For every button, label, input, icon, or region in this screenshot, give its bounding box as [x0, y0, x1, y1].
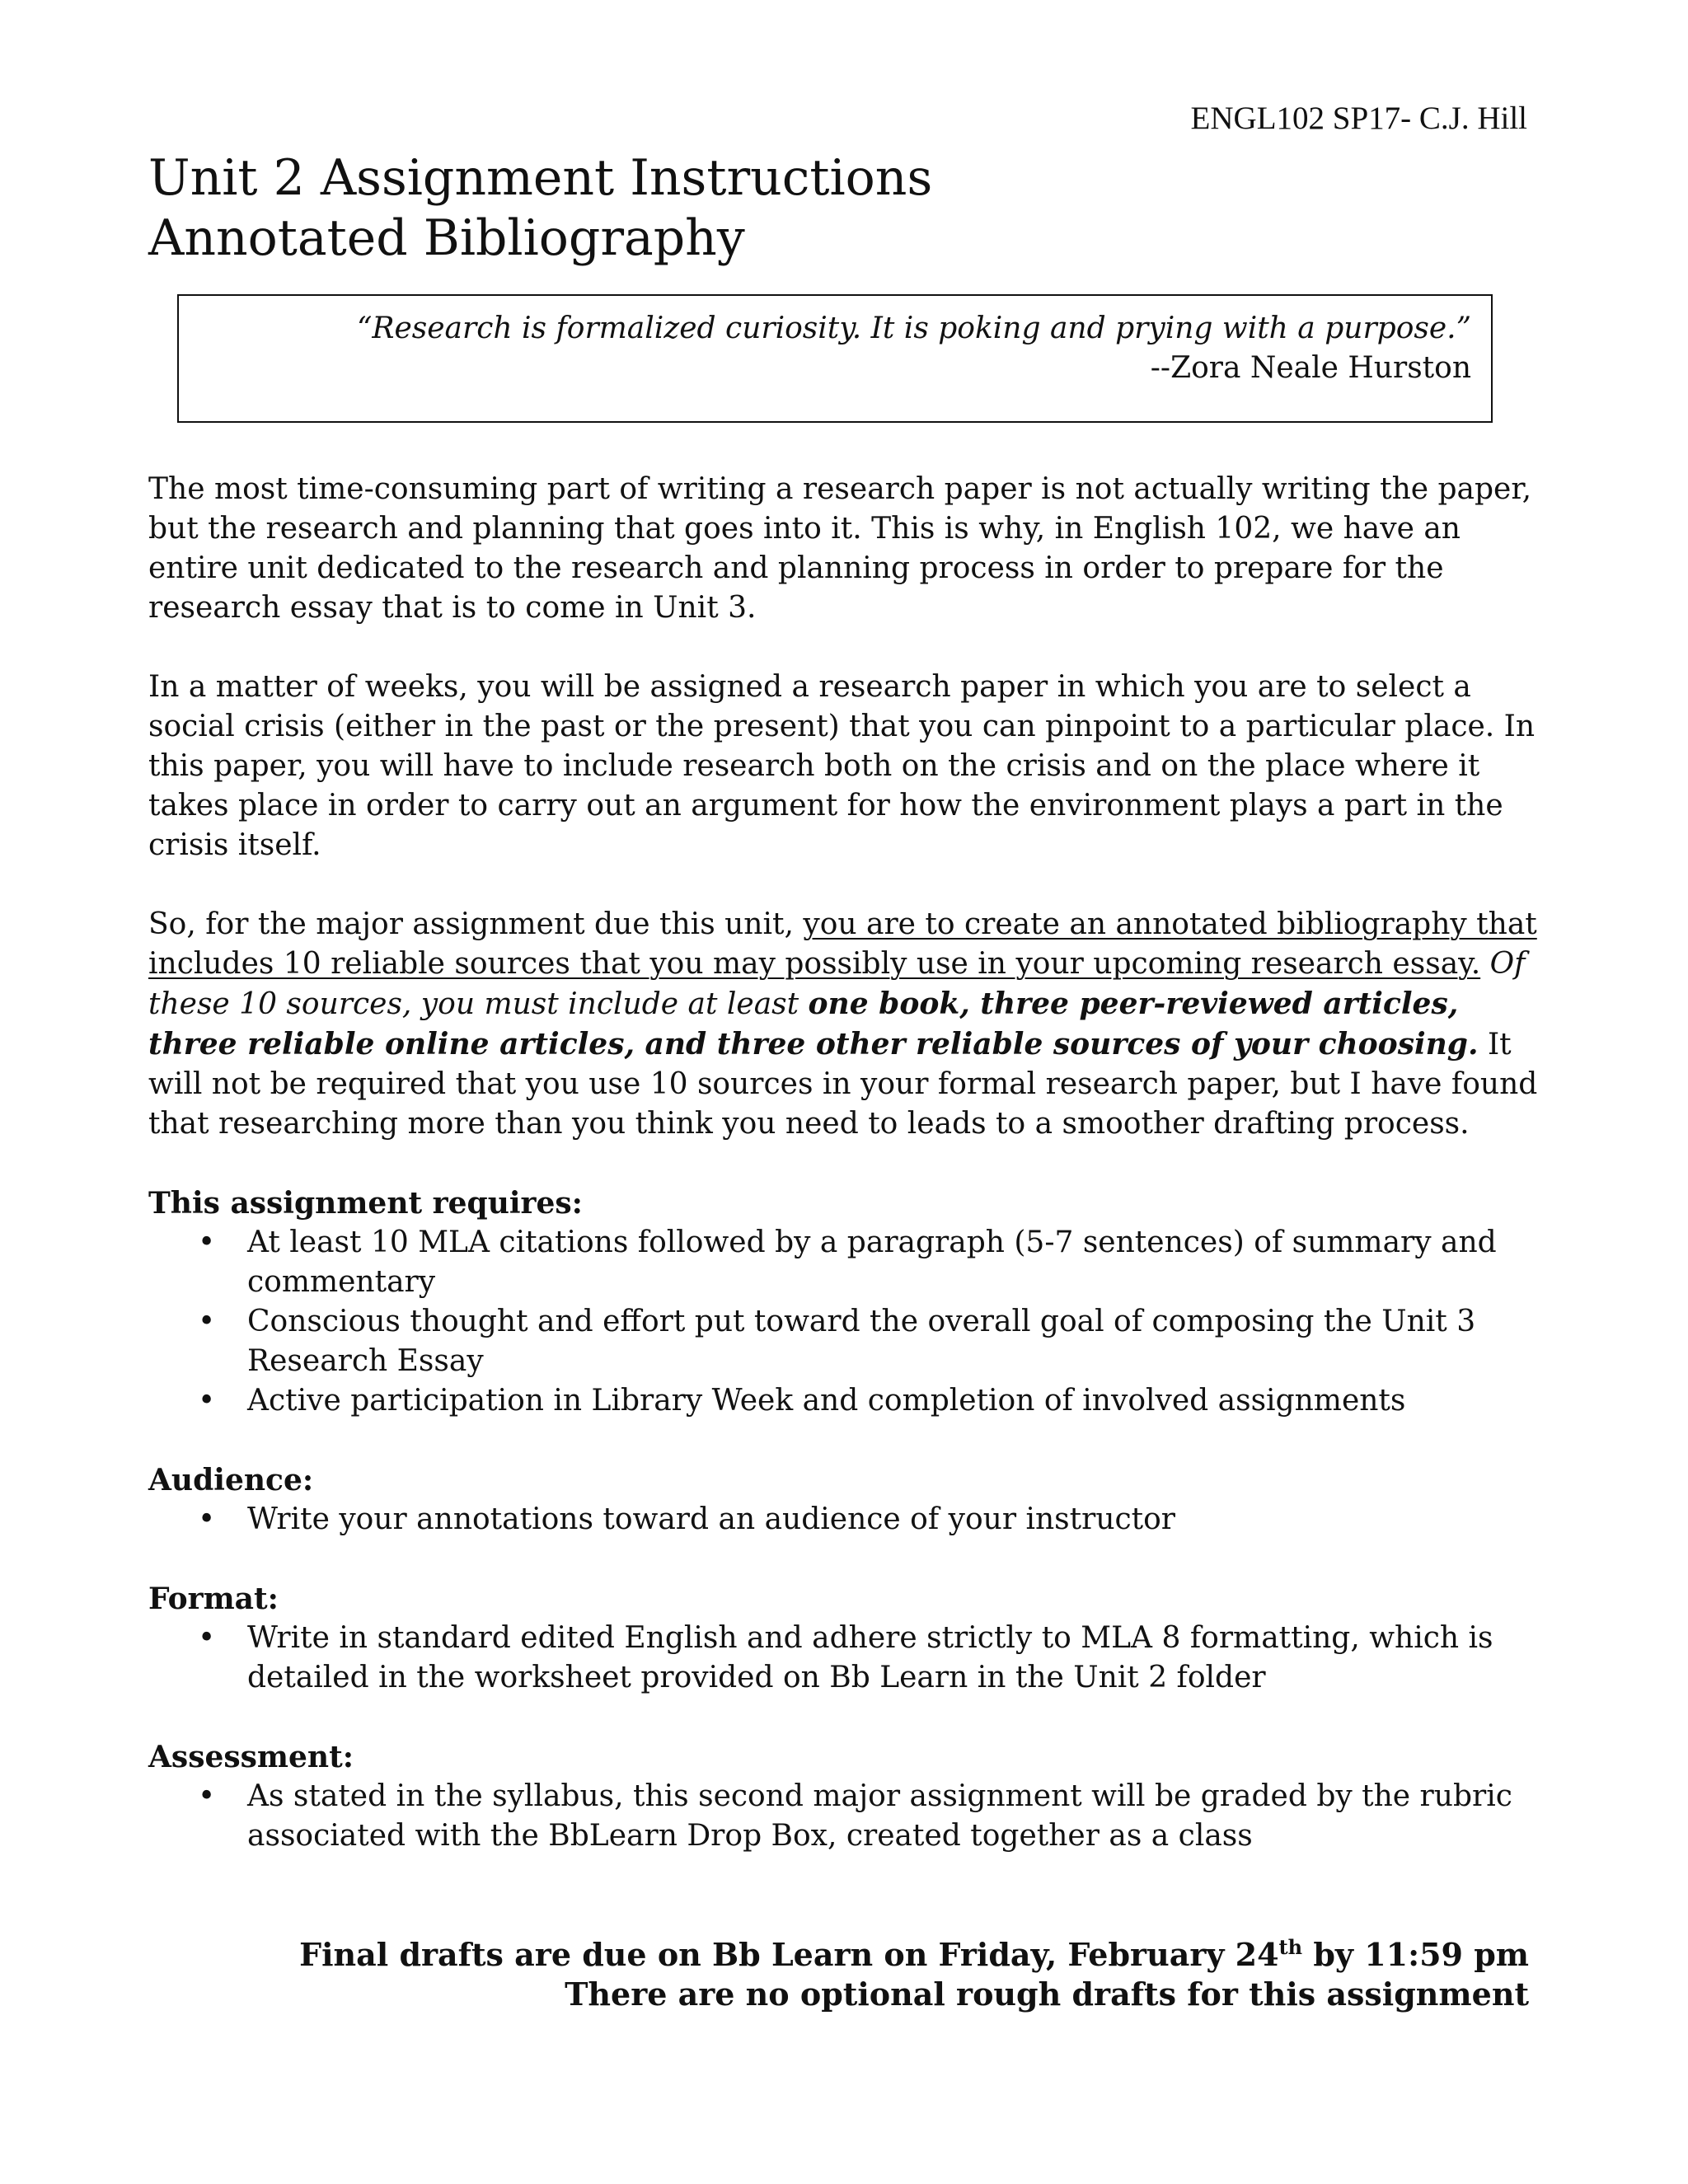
due-date-ordinal: th [1278, 1935, 1303, 1959]
list-item-text: As stated in the syllabus, this second major assignment will be graded by the rubric associated with the BbLearn Drop Box, created together as a class [247, 1779, 1512, 1853]
list-item-text: Conscious thought and effort put toward the overall goal of composing the Unit 3 Research Essay [247, 1305, 1476, 1378]
rough-draft-line: There are no optional rough drafts for this assignment [565, 1975, 1529, 2013]
bullet-icon: • [198, 1502, 216, 1536]
assessment-list [148, 1777, 1541, 1856]
section-requires [148, 1183, 1541, 1421]
section-assessment [148, 1737, 1541, 1856]
list-item [148, 1381, 1541, 1421]
bullet-icon: • [198, 1621, 216, 1655]
section-format [148, 1579, 1541, 1698]
list-item-text: At least 10 MLA citations followed by a paragraph (5-7 sentences) of summary and commentary [247, 1226, 1497, 1299]
list-item [148, 1500, 1541, 1540]
list-item [148, 1619, 1541, 1698]
intro-paragraph: The most time-consuming part of writing a research paper is not actually writing the paper, but the research and planning that goes into it. This is why, in English 102, we have an entire unit dedicated to the research and planning process in order to prepare for the research essay that is to come in Unit 3. [148, 472, 1532, 625]
list-item [148, 1302, 1541, 1381]
requirements-underlined: you are to create an annotated bibliography that includes 10 reliable sources that you may possibly use in your upcoming research essay. [148, 907, 1537, 981]
list-item-text: Write your annotations toward an audience of your instructor [247, 1502, 1176, 1536]
epigraph-box [177, 294, 1493, 423]
bullet-icon: • [198, 1779, 216, 1813]
course-header: ENGL102 SP17- C.J. Hill [1190, 101, 1527, 136]
due-date-line [299, 1935, 1529, 1975]
document-body [148, 470, 1541, 1896]
requirements-lead: So, for the major assignment due this unit, [148, 907, 804, 941]
epigraph-text [357, 309, 1471, 388]
due-date-notice [299, 1935, 1529, 2014]
title-line-1: Unit 2 Assignment Instructions [148, 149, 933, 207]
requirements-paragraph [148, 905, 1541, 1144]
due-date-time: by 11:59 pm [1302, 1936, 1529, 1973]
list-item-text: Active participation in Library Week and completion of involved assignments [247, 1384, 1406, 1418]
requirements-bold-italic: one book, three peer-reviewed articles, three reliable online articles, and three other reliable sources of your choosing. [148, 987, 1479, 1062]
bullet-icon: • [198, 1384, 216, 1418]
format-list [148, 1619, 1541, 1698]
title-line-2: Annotated Bibliography [148, 209, 745, 267]
bullet-icon: • [198, 1305, 216, 1338]
section-audience [148, 1460, 1541, 1540]
section-heading-requires: This assignment requires: [148, 1186, 583, 1221]
list-item [148, 1223, 1541, 1302]
section-heading-audience: Audience: [148, 1463, 314, 1497]
page-title [148, 148, 1467, 269]
section-heading-format: Format: [148, 1582, 279, 1616]
assignment-context-paragraph: In a matter of weeks, you will be assigned a research paper in which you are to select a social crisis (either in the past or the present) that you can pinpoint to a particular place. In this paper, you will have to include research both on the crisis and on the place where it takes place in order to carry out an argument for how the environment plays a part in the crisis itself. [148, 670, 1536, 862]
epigraph-attribution: --Zora Neale Hurston [1150, 351, 1471, 385]
requirements-italic: Of these 10 sources, you must include at least [148, 947, 1526, 1021]
bullet-icon: • [198, 1226, 216, 1259]
requirements-rest: It will not be required that you use 10 sources in your formal research paper, but I have found that researching more than you think you need to leads to a smoother drafting process. [148, 1028, 1538, 1141]
list-item [148, 1777, 1541, 1856]
section-heading-assessment: Assessment: [148, 1740, 354, 1774]
audience-list [148, 1500, 1541, 1540]
due-date-text: Final drafts are due on Bb Learn on Friday, February 24 [299, 1936, 1279, 1973]
list-item-text: Write in standard edited English and adhere strictly to MLA 8 formatting, which is detailed in the worksheet provided on Bb Learn in the Unit 2 folder [247, 1621, 1493, 1694]
requires-list [148, 1223, 1541, 1421]
epigraph-quote: “Research is formalized curiosity. It is poking and prying with a purpose.” [356, 312, 1471, 345]
